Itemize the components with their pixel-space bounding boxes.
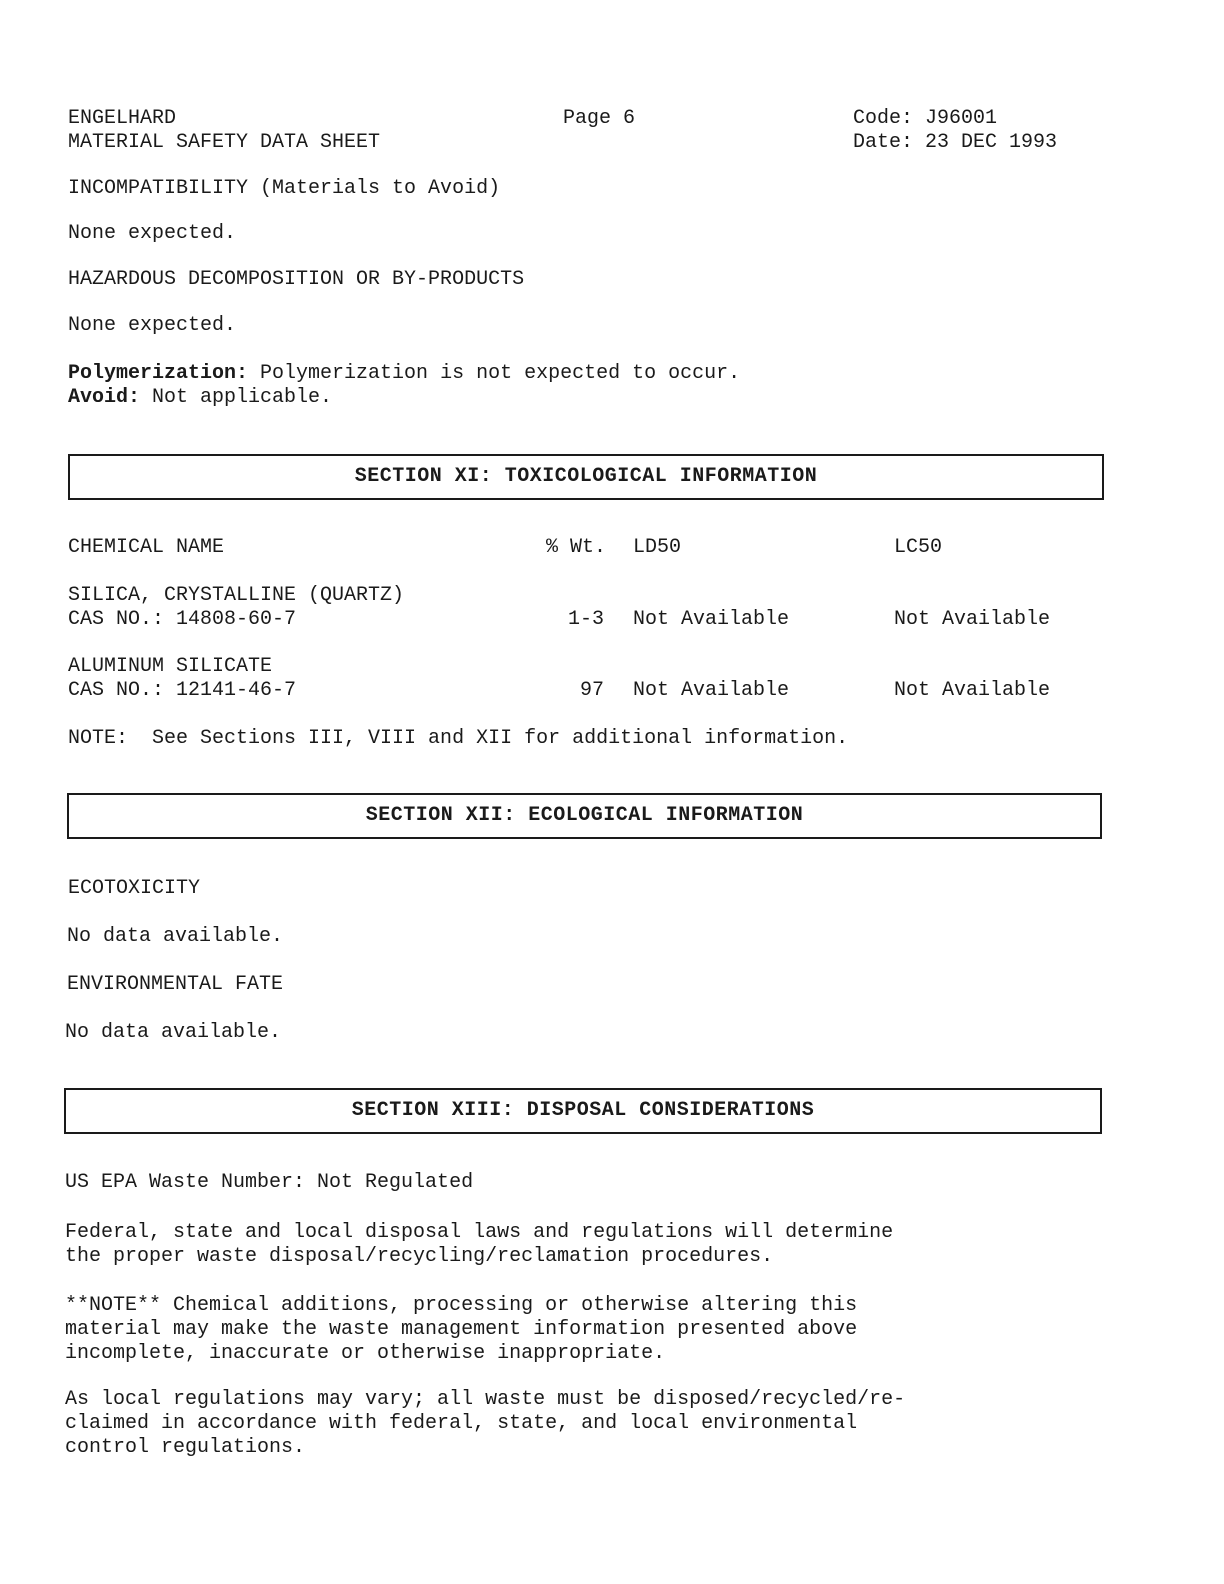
polymerization-label: Polymerization: (68, 362, 249, 385)
decomposition-text: None expected. (68, 314, 237, 337)
toxicology-note: NOTE: See Sections III, VIII and XII for additional information. (68, 727, 849, 750)
incompatibility-text: None expected. (68, 222, 237, 245)
column-lc50: LC50 (894, 536, 943, 559)
avoid-label: Avoid: (68, 386, 141, 409)
ecotoxicity-heading: ECOTOXICITY (68, 877, 201, 900)
document-date: Date: 23 DEC 1993 (853, 131, 1058, 154)
section-xi-title: SECTION XI: TOXICOLOGICAL INFORMATION (354, 465, 818, 488)
incompatibility-heading: INCOMPATIBILITY (Materials to Avoid) (68, 177, 501, 200)
page-number: Page 6 (563, 107, 636, 130)
disposal-regulations-paragraph: As local regulations may vary; all waste must be disposed/recycled/re- claimed in accordance with federal, state, and local environmental control regulations. (65, 1388, 906, 1459)
ld50-value: Not Available (633, 679, 790, 702)
disposal-note-paragraph: **NOTE** Chemical additions, processing or otherwise altering this material may make the waste management information presented above incomplete, inaccurate or otherwise inappropriate. (65, 1294, 858, 1365)
column-chemical-name: CHEMICAL NAME (68, 536, 225, 559)
avoid-line (68, 386, 332, 410)
environmental-fate-heading: ENVIRONMENTAL FATE (67, 973, 284, 996)
section-xii-header (67, 793, 1102, 839)
section-xiii-title: SECTION XIII: DISPOSAL CONSIDERATIONS (351, 1099, 815, 1122)
document-title: MATERIAL SAFETY DATA SHEET (68, 131, 381, 154)
disposal-laws-paragraph: Federal, state and local disposal laws and regulations will determine the proper waste disposal/recycling/reclamation procedures. (65, 1221, 894, 1268)
cas-number: CAS NO.: 12141-46-7 (68, 679, 297, 702)
chemical-name: ALUMINUM SILICATE (68, 655, 273, 678)
decomposition-heading: HAZARDOUS DECOMPOSITION OR BY-PRODUCTS (68, 268, 525, 291)
avoid-text: Not applicable. (140, 386, 333, 409)
section-xii-title: SECTION XII: ECOLOGICAL INFORMATION (365, 804, 804, 827)
percent-weight-value: 1-3 (567, 608, 604, 631)
environmental-fate-text: No data available. (65, 1021, 282, 1044)
company-name: ENGELHARD (68, 107, 177, 130)
document-code: Code: J96001 (853, 107, 998, 130)
lc50-value: Not Available (894, 679, 1051, 702)
section-xi-header (68, 454, 1104, 500)
column-ld50: LD50 (633, 536, 682, 559)
lc50-value: Not Available (894, 608, 1051, 631)
polymerization-line (68, 362, 740, 386)
ld50-value: Not Available (633, 608, 790, 631)
ecotoxicity-text: No data available. (67, 925, 284, 948)
section-xiii-header (64, 1088, 1102, 1134)
cas-number: CAS NO.: 14808-60-7 (68, 608, 297, 631)
percent-weight-value: 97 (579, 679, 604, 702)
column-percent-weight: % Wt. (546, 536, 607, 559)
chemical-name: SILICA, CRYSTALLINE (QUARTZ) (68, 584, 405, 607)
polymerization-text: Polymerization is not expected to occur. (248, 362, 741, 385)
epa-waste-number: US EPA Waste Number: Not Regulated (65, 1171, 474, 1194)
